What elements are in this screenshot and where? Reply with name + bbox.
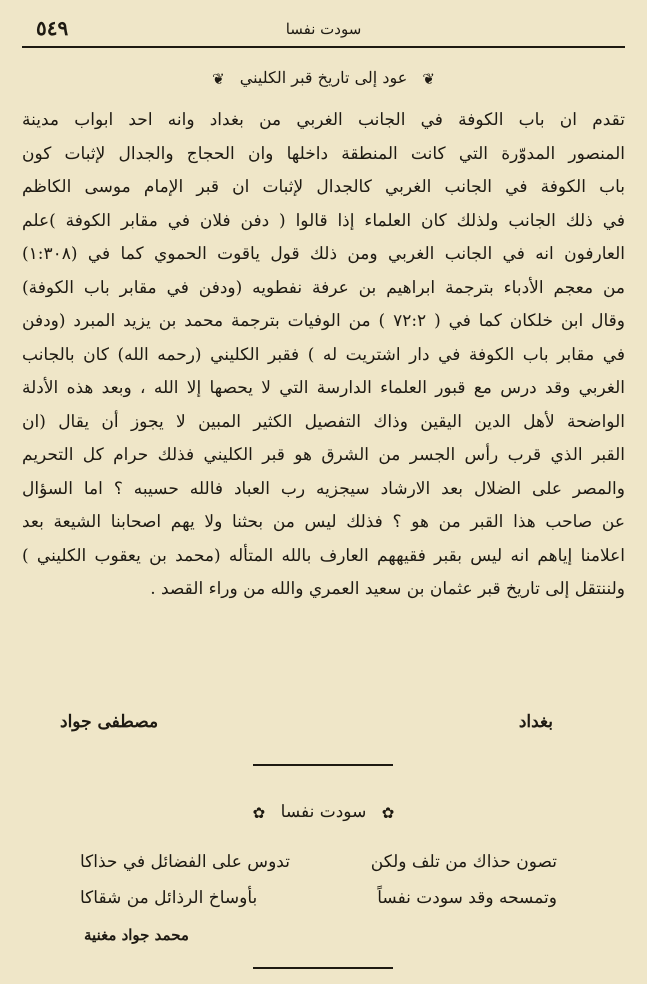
running-title: سودت نفسا: [285, 20, 362, 38]
page-header: [22, 12, 625, 48]
verse-second-hemistich: تدوس على الفضائل في حذاكا: [80, 852, 290, 872]
body-line: عن صاحب هذا القبر من هو ؟ فذلك ليس من بحثنا ولا يهم اصحابنا الشيعة بعد: [22, 512, 625, 532]
body-line: العارفون انه في الجانب الغربي ومن ذلك قول ياقوت الحموي كما في (١:٣٠٨): [22, 244, 625, 264]
body-line: ولننتقل إلى تاريخ قبر عثمان بن سعيد العمري والله من وراء القصد .: [150, 579, 625, 599]
signoff-place: بغداد: [518, 712, 553, 732]
poet-name: محمد جواد مغنية: [84, 926, 189, 944]
article-body: [22, 104, 625, 607]
poem-title: [0, 802, 647, 822]
body-line: والمصر على الضلال بعد الارشاد سيجزيه رب العباد فالله حسيبه ؟ اما السؤال: [22, 478, 625, 499]
body-line: باب الكوفة في الجانب الغربي كالجدال لإثبات ان قبر الإمام موسى الكاظم: [22, 177, 625, 197]
signoff: [34, 712, 613, 742]
verse-first-hemistich: وتمسحه وقد سودت نفساً: [377, 888, 557, 908]
body-line: الغربي وقد درس مع قبور العلماء الدارسة التي لا يحصها إلا الله ، وبعد هذه الأدلة: [22, 378, 625, 398]
signoff-author: مصطفى جواد: [60, 712, 159, 732]
page-end-divider: [253, 967, 393, 969]
body-line: في مقابر باب الكوفة في دار اشتريت له ) فقبر الكليني (رحمه الله) كان بالجانب: [22, 344, 625, 365]
ornament-icon: ❦: [422, 69, 435, 88]
section-divider: [253, 764, 393, 766]
page-number: ٥٤٩: [36, 16, 69, 40]
poem-title-text: سودت نفسا: [280, 802, 367, 822]
verse-second-hemistich: بأوساخ الرذائل من شقاكا: [80, 888, 258, 908]
body-line: اعلامنا إياهم انه ليس بقبر فقيههم العارف بالله المتأله (محمد بن يعقوب الكليني ): [22, 545, 625, 566]
body-line: في ذلك الجانب ولذلك كان العلماء إذا قالوا ( دفن فلان في مقابر الكوفة )علم: [22, 210, 625, 231]
body-line: وقال ابن خلكان كما في ( ٧٢:٢ ) من الوفيات بترجمة محمد بن يزيد المبرد (ودفن: [22, 311, 625, 331]
section-heading-text: عود إلى تاريخ قبر الكليني: [239, 68, 408, 87]
flower-ornament-icon: ✿: [252, 803, 266, 822]
body-line: المنصور المدوّرة التي كانت المنطقة داخلها وان الحجاج والجدال لإثبات كون: [22, 143, 625, 164]
section-heading: [0, 68, 647, 88]
poem-verse: [60, 888, 587, 918]
body-line: القبر الذي قرب رأس الجسر من الشرق هو قبر الكليني فذلك حرام كل التحريم: [22, 445, 625, 465]
poem-verse: [60, 852, 587, 882]
verse-first-hemistich: تصون حذاك من تلف ولكن: [370, 852, 557, 872]
body-line: من معجم الأدباء بترجمة ابراهيم بن عرفة نفطويه (ودفن في مقابر باب الكوفة): [22, 277, 625, 298]
body-line: الواضحة لأهل الدين اليقين وذاك التفصيل الكثير المبين لا يجوز أن يقال (ان: [22, 411, 625, 432]
flower-ornament-icon: ✿: [381, 803, 395, 822]
body-line: تقدم ان باب الكوفة في الجانب الغربي من بغداد وانه احد ابواب مدينة: [22, 110, 625, 130]
ornament-icon: ❦: [212, 69, 225, 88]
